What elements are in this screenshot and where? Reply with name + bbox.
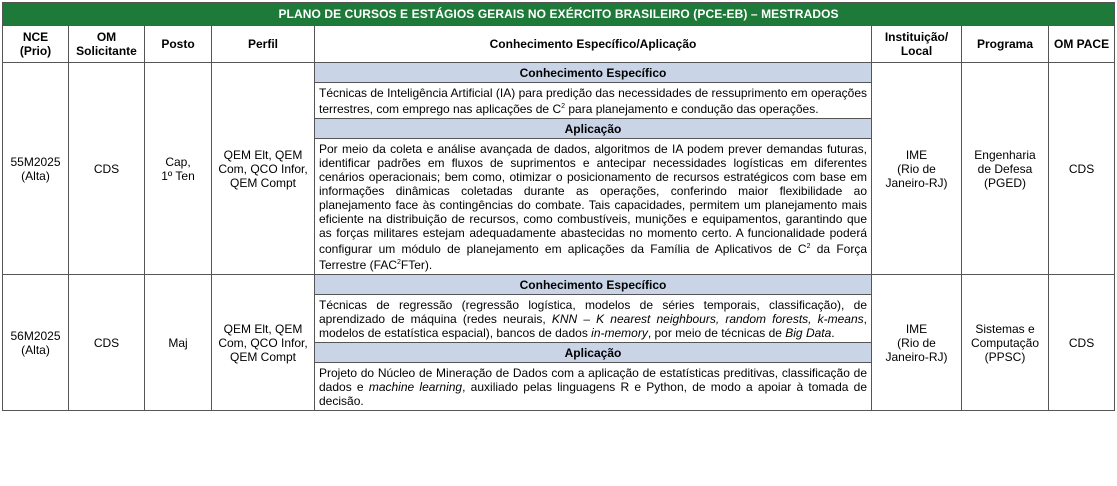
nce-cell: 56M2025 (Alta) xyxy=(3,275,69,411)
header-nce: NCE (Prio) xyxy=(3,26,69,63)
posto-cell: Cap, 1º Ten xyxy=(145,63,212,275)
aplicacao-text: Por meio da coleta e análise avançada de dados, algoritmos de IA podem prever demandas futuras, identificar padrões em fluxos de suprimentos e antecipar necessidades logísticas em diferentes cenários operacionais; bem como, otimizar o posicionamento de recursos estratégicos com base em informações dinâmicas coletadas durante as operações, conferindo maior flexibilidade ao planejamento face às contingências do combate. Tais capacidades, permitem um planejamento mais eficiente na distribuição de recursos, como combustíveis, munições e equipamentos, garantindo que as forças militares estejam adequadamente abastecidas no momento certo. A funcionalidade poderá configurar um módulo de planejamento em aplicações da Família de Aplicativos de $C^2$ da Força Terrestre (FAC$^2$FTer). xyxy=(315,139,872,275)
aplicacao-label: Aplicação xyxy=(315,343,872,363)
instituicao-cell: IME (Rio de Janeiro-RJ) xyxy=(872,63,962,275)
header-om-pace: OM PACE xyxy=(1049,26,1115,63)
pce-eb-table xyxy=(2,2,1115,411)
perfil-cell: QEM Elt, QEM Com, QCO Infor, QEM Compt xyxy=(212,275,315,411)
om-solicitante-cell: CDS xyxy=(69,63,145,275)
nce-cell: 55M2025 (Alta) xyxy=(3,63,69,275)
om-solicitante-cell: CDS xyxy=(69,275,145,411)
aplicacao-label: Aplicação xyxy=(315,119,872,139)
table-row xyxy=(3,63,1115,83)
instituicao-cell: IME (Rio de Janeiro-RJ) xyxy=(872,275,962,411)
conhecimento-especifico-label: Conhecimento Específico xyxy=(315,63,872,83)
programa-cell: Sistemas e Computação (PPSC) xyxy=(962,275,1049,411)
header-om-solicitante: OM Solicitante xyxy=(69,26,145,63)
conhecimento-especifico-text: Técnicas de regressão (regressão logística, modelos de séries temporais, classificação), de aprendizado de máquina (redes neurais, KNN – K nearest neighbours, random forests, k-means, modelos de estatística espacial), bancos de dados in-memory, por meio de técnicas de Big Data. xyxy=(315,295,872,343)
table-title: PLANO DE CURSOS E ESTÁGIOS GERAIS NO EXÉRCITO BRASILEIRO (PCE-EB) – MESTRADOS xyxy=(3,3,1115,26)
header-row xyxy=(3,26,1115,63)
table-row xyxy=(3,275,1115,295)
header-programa: Programa xyxy=(962,26,1049,63)
posto-cell: Maj xyxy=(145,275,212,411)
header-posto: Posto xyxy=(145,26,212,63)
conhecimento-especifico-text: Técnicas de Inteligência Artificial (IA) para predição das necessidades de ressuprimento em operações terrestres, com emprego nas aplicações de $C^2$ para planejamento e condução das operações. xyxy=(315,83,872,119)
aplicacao-text: Projeto do Núcleo de Mineração de Dados com a aplicação de estatísticas preditivas, classificação de dados e machine learning, auxiliado pelas linguagens R e Python, de modo a apoiar à tomada de decisão. xyxy=(315,363,872,411)
header-perfil: Perfil xyxy=(212,26,315,63)
om-pace-cell: CDS xyxy=(1049,63,1115,275)
conhecimento-especifico-label: Conhecimento Específico xyxy=(315,275,872,295)
programa-cell: Engenharia de Defesa (PGED) xyxy=(962,63,1049,275)
om-pace-cell: CDS xyxy=(1049,275,1115,411)
perfil-cell: QEM Elt, QEM Com, QCO Infor, QEM Compt xyxy=(212,63,315,275)
header-conhecimento: Conhecimento Específico/Aplicação xyxy=(315,26,872,63)
title-row xyxy=(3,3,1115,26)
header-instituicao: Instituição/ Local xyxy=(872,26,962,63)
